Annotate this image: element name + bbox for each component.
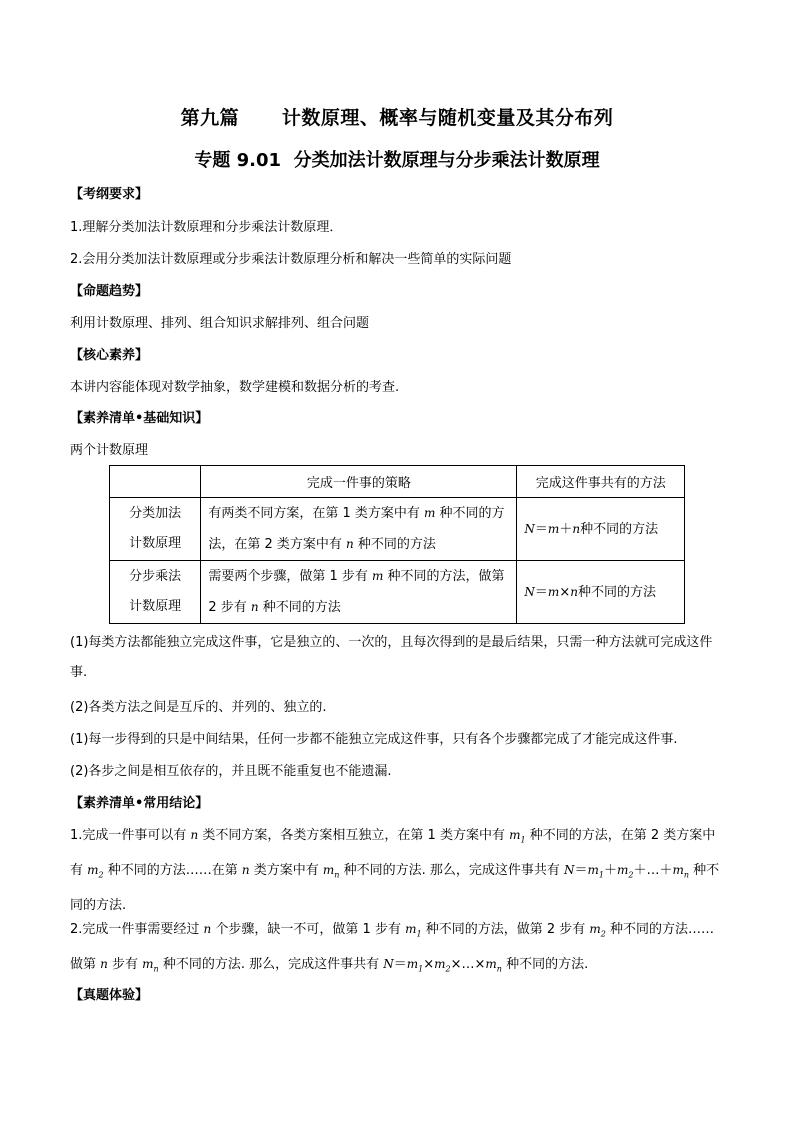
variable-subscript: n — [153, 964, 159, 974]
variable — [405, 922, 422, 939]
table-header-row — [110, 466, 685, 498]
variable: N — [524, 521, 535, 536]
method-count-cell — [517, 561, 685, 624]
conclusion-text: 2.完成一件事需要经过 — [70, 922, 204, 937]
variable-base: m — [616, 863, 629, 878]
variable-base: m — [87, 863, 99, 878]
topic-title: 专题 9.01 分类加法计数原理与分步乘法计数原理 — [194, 150, 600, 171]
part-label: 第九篇 — [180, 107, 240, 129]
variable — [142, 957, 159, 974]
conclusion-text: 种不同的方法. 那么，完成这件事共有 — [339, 863, 564, 879]
operator: ＝ — [574, 863, 588, 879]
table-row — [110, 561, 685, 624]
variable-subscript: n — [683, 870, 690, 880]
variable-base: m — [322, 863, 335, 878]
strategy-text: 种不同的方法 — [353, 537, 436, 552]
variable-base: m — [672, 863, 684, 878]
variable-base: m — [434, 957, 446, 972]
variable — [485, 957, 502, 974]
conclusion-text: 类不同方案，各类方案相互独立，在第 1 类方案中有 — [198, 828, 510, 843]
variable-subscript: 1 — [598, 870, 604, 880]
formula-tail: 种不同的方法 — [580, 521, 659, 537]
part-title — [0, 103, 794, 130]
note-paragraph: (1)每类方法都能独立完成这件事，它是独立的、一次的，且每次得到的是最后结果，只需一种方法就可完成这件事. — [70, 635, 713, 680]
variable-subscript: 2 — [445, 964, 451, 974]
variable: n — [203, 922, 212, 936]
variable-subscript: 2 — [600, 929, 606, 939]
variable-base: m — [509, 828, 521, 842]
variable-subscript: 2 — [98, 870, 104, 880]
trend-heading: 【命题趋势】 — [70, 284, 149, 299]
operator: × — [559, 584, 571, 600]
variable: n — [345, 537, 354, 551]
strategy-cell — [201, 561, 517, 624]
variable — [616, 863, 634, 880]
variable — [434, 957, 451, 974]
strategy-text: 有两类不同方案，在第 1 类方案中有 — [208, 506, 424, 521]
table-row — [110, 498, 685, 561]
conclusions-heading: 【素养清单•常用结论】 — [70, 796, 209, 811]
literacy-heading: 【核心素养】 — [70, 348, 149, 363]
operator: ＋…＋ — [633, 863, 673, 879]
variable — [589, 922, 606, 939]
variable-subscript: n — [334, 870, 340, 880]
conclusion-text: 类方案中有 — [249, 863, 323, 879]
note-paragraph: (2)各步之间是相互依存的，并且既不能重复也不能遗漏. — [70, 764, 392, 779]
variable — [87, 863, 104, 880]
variable: N — [524, 584, 535, 599]
variable-base: m — [589, 922, 601, 936]
requirement-item: 2.会用分类加法计数原理或分步乘法计数原理分析和解决一些简单的实际问题 — [70, 252, 512, 267]
variable-base: m — [406, 957, 419, 972]
conclusion-text: 种不同的方法，做第 2 步有 — [421, 922, 590, 937]
principle-name: 分步乘法 — [129, 569, 182, 584]
operator: ＝ — [534, 584, 548, 600]
variable: N — [383, 957, 394, 972]
table-header-cell — [110, 466, 201, 498]
conclusion-paragraph — [70, 820, 725, 921]
conclusion-text: 种不同的方法. 那么，完成这件事共有 — [158, 957, 384, 973]
trend-text: 利用计数原理、排列、组合知识求解排列、组合问题 — [70, 316, 370, 331]
principle-name: 计数原理 — [129, 599, 182, 614]
variable: n — [241, 863, 250, 878]
variable: n — [100, 957, 108, 972]
note-paragraph: (2)各类方法之间是互斥的、并列的、独立的. — [70, 700, 327, 715]
strategy-text: 种不同的方法，做第 2 步有 — [208, 569, 505, 615]
variable — [406, 957, 424, 974]
conclusion-text: 种不同的方法. — [501, 957, 589, 973]
conclusion-text: 种不同的方法. — [70, 863, 720, 913]
note-paragraph: (1)每一步得到的只是中间结果，任何一步都不能独立完成这件事，只有各个步骤都完成了才能完成这件事. — [70, 732, 678, 747]
variable-base: m — [142, 957, 154, 972]
conclusion-text: 个步骤，缺一不可，做第 1 步有 — [211, 922, 406, 937]
principle-name-cell — [110, 498, 201, 561]
variable: N — [563, 863, 575, 878]
conclusion-text: 步有 — [107, 957, 143, 973]
variable-base: m — [587, 863, 599, 878]
variable: m — [371, 569, 384, 583]
variable: n — [250, 600, 259, 614]
literacy-text: 本讲内容能体现对数学抽象，数学建模和数据分析的考查. — [70, 380, 400, 395]
variable: m — [547, 584, 560, 599]
variable: m — [423, 506, 436, 520]
variable-base: m — [485, 957, 497, 972]
operator: × — [423, 957, 435, 973]
conclusion-text: 种不同的方法……在第 — [103, 863, 242, 879]
formula-tail: 种不同的方法 — [577, 584, 656, 600]
variable-subscript: 1 — [418, 964, 424, 974]
table-header-cell: 完成这件事共有的方法 — [517, 466, 685, 498]
strategy-text: 种不同的方法，在第 2 类方案中有 — [208, 506, 505, 552]
operator: ＋ — [603, 863, 617, 879]
counting-principles-table — [109, 465, 685, 624]
principle-name-cell — [110, 561, 201, 624]
method-count-cell — [517, 498, 685, 561]
variable-subscript: 2 — [628, 870, 634, 880]
operator: ×…× — [450, 957, 486, 973]
conclusion-text: 1.完成一件事可以有 — [70, 828, 191, 843]
strategy-cell — [201, 498, 517, 561]
variable — [509, 828, 526, 845]
exam-heading: 【真题体验】 — [70, 988, 149, 1003]
variable: n — [572, 521, 581, 536]
variable-subscript: n — [496, 964, 502, 974]
variable-base: m — [405, 922, 417, 936]
operator: ＋ — [559, 521, 573, 537]
part-subject: 计数原理、概率与随机变量及其分布列 — [281, 107, 614, 129]
strategy-text: 种不同的方法 — [258, 600, 341, 615]
conclusion-text: 种不同的方法，在第 2 类方案中有 — [70, 828, 716, 879]
variable: n — [190, 828, 199, 842]
variable: m — [547, 521, 560, 536]
operator: ＝ — [534, 521, 548, 537]
variable-subscript: 1 — [416, 929, 422, 939]
variable-subscript: 1 — [520, 835, 526, 845]
strategy-text: 需要两个步骤，做第 1 步有 — [208, 569, 372, 584]
requirements-heading: 【考纲要求】 — [70, 187, 149, 202]
basics-heading: 【素养清单•基础知识】 — [70, 411, 209, 426]
conclusion-text: 种不同的方法……做第 — [70, 922, 715, 973]
requirement-item: 1.理解分类加法计数原理和分步乘法计数原理． — [70, 220, 343, 235]
table-header-cell: 完成一件事的策略 — [201, 466, 517, 498]
basics-intro: 两个计数原理 — [70, 443, 149, 458]
variable — [322, 863, 340, 880]
conclusion-paragraph — [70, 914, 725, 985]
variable — [672, 863, 690, 880]
variable: n — [570, 584, 578, 599]
operator: ＝ — [393, 957, 407, 973]
variable — [587, 863, 604, 880]
principle-name: 计数原理 — [129, 536, 182, 551]
principle-name: 分类加法 — [129, 506, 182, 521]
